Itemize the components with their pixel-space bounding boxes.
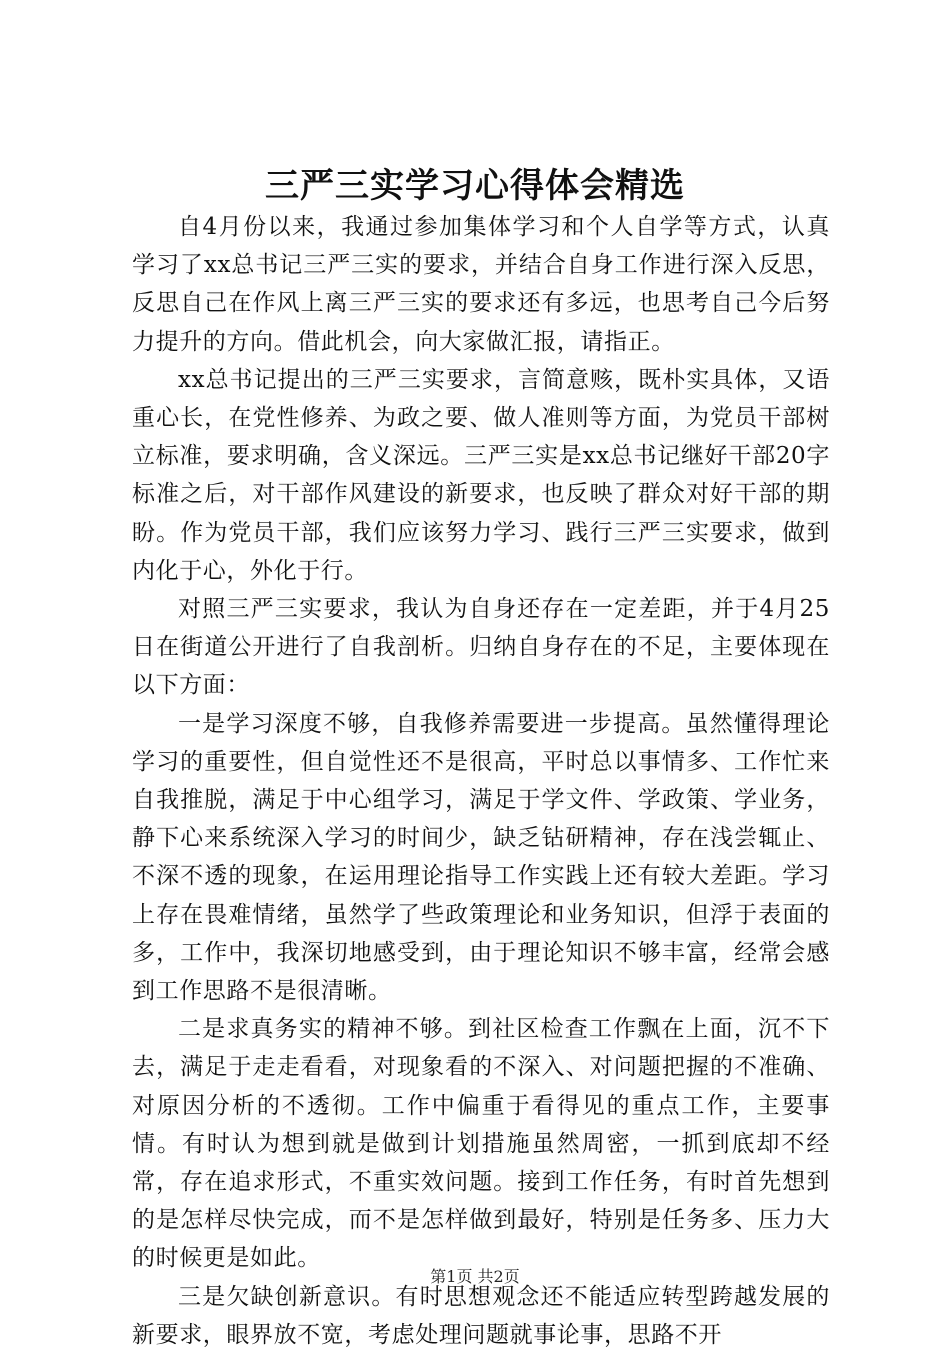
document-title: 三严三实学习心得体会精选 xyxy=(265,166,685,206)
paragraph: 二是求真务实的精神不够。到社区检查工作飘在上面，沉不下去，满足于走走看看，对现象看的不深入、对问题把握的不准确、对原因分析的不透彻。工作中偏重于看得见的重点工作，主要事情。有时认为想到就是做到计划措施虽然周密，一抓到底却不经常，存在追求形式，不重实效问题。接到工作任务，有时首先想到的是怎样尽快完成，而不是怎样做到最好，特别是任务多、压力大的时候更是如此。 xyxy=(132,1016,830,1272)
page-number-footer: 第1页 共2页 xyxy=(430,1267,520,1286)
paragraph: 对照三严三实要求，我认为自身还存在一定差距，并于4月25日在街道公开进行了自我剖析。归纳自身存在的不足，主要体现在以下方面： xyxy=(132,596,830,699)
document-body xyxy=(132,208,830,1354)
paragraph: 三是欠缺创新意识。有时思想观念还不能适应转型跨越发展的新要求，眼界放不宽，考虑处理问题就事论事，思路不开 xyxy=(132,1283,830,1348)
paragraph: 一是学习深度不够，自我修养需要进一步提高。虽然懂得理论学习的重要性，但自觉性还不是很高，平时总以事情多、工作忙来自我推脱，满足于中心组学习，满足于学文件、学政策、学业务，静下心来系统深入学习的时间少，缺乏钻研精神，存在浅尝辄止、不深不透的现象，在运用理论指导工作实践上还有较大差距。学习上存在畏难情绪，虽然学了些政策理论和业务知识，但浮于表面的多，工作中，我深切地感受到，由于理论知识不够丰富，经常会感到工作思路不是很清晰。 xyxy=(132,710,830,1005)
paragraph: 自4月份以来，我通过参加集体学习和个人自学等方式，认真学习了xx总书记三严三实的要求，并结合自身工作进行深入反思，反思自己在作风上离三严三实的要求还有多远，也思考自己今后努力提升的方向。借此机会，向大家做汇报，请指正。 xyxy=(132,214,830,355)
paragraph: xx总书记提出的三严三实要求，言简意赅，既朴实具体，又语重心长，在党性修养、为政之要、做人准则等方面，为党员干部树立标准，要求明确，含义深远。三严三实是xx总书记继好干部20字标准之后，对干部作风建设的新要求，也反映了群众对好干部的期盼。作为党员干部，我们应该努力学习、践行三严三实要求，做到内化于心，外化于行。 xyxy=(132,366,830,584)
